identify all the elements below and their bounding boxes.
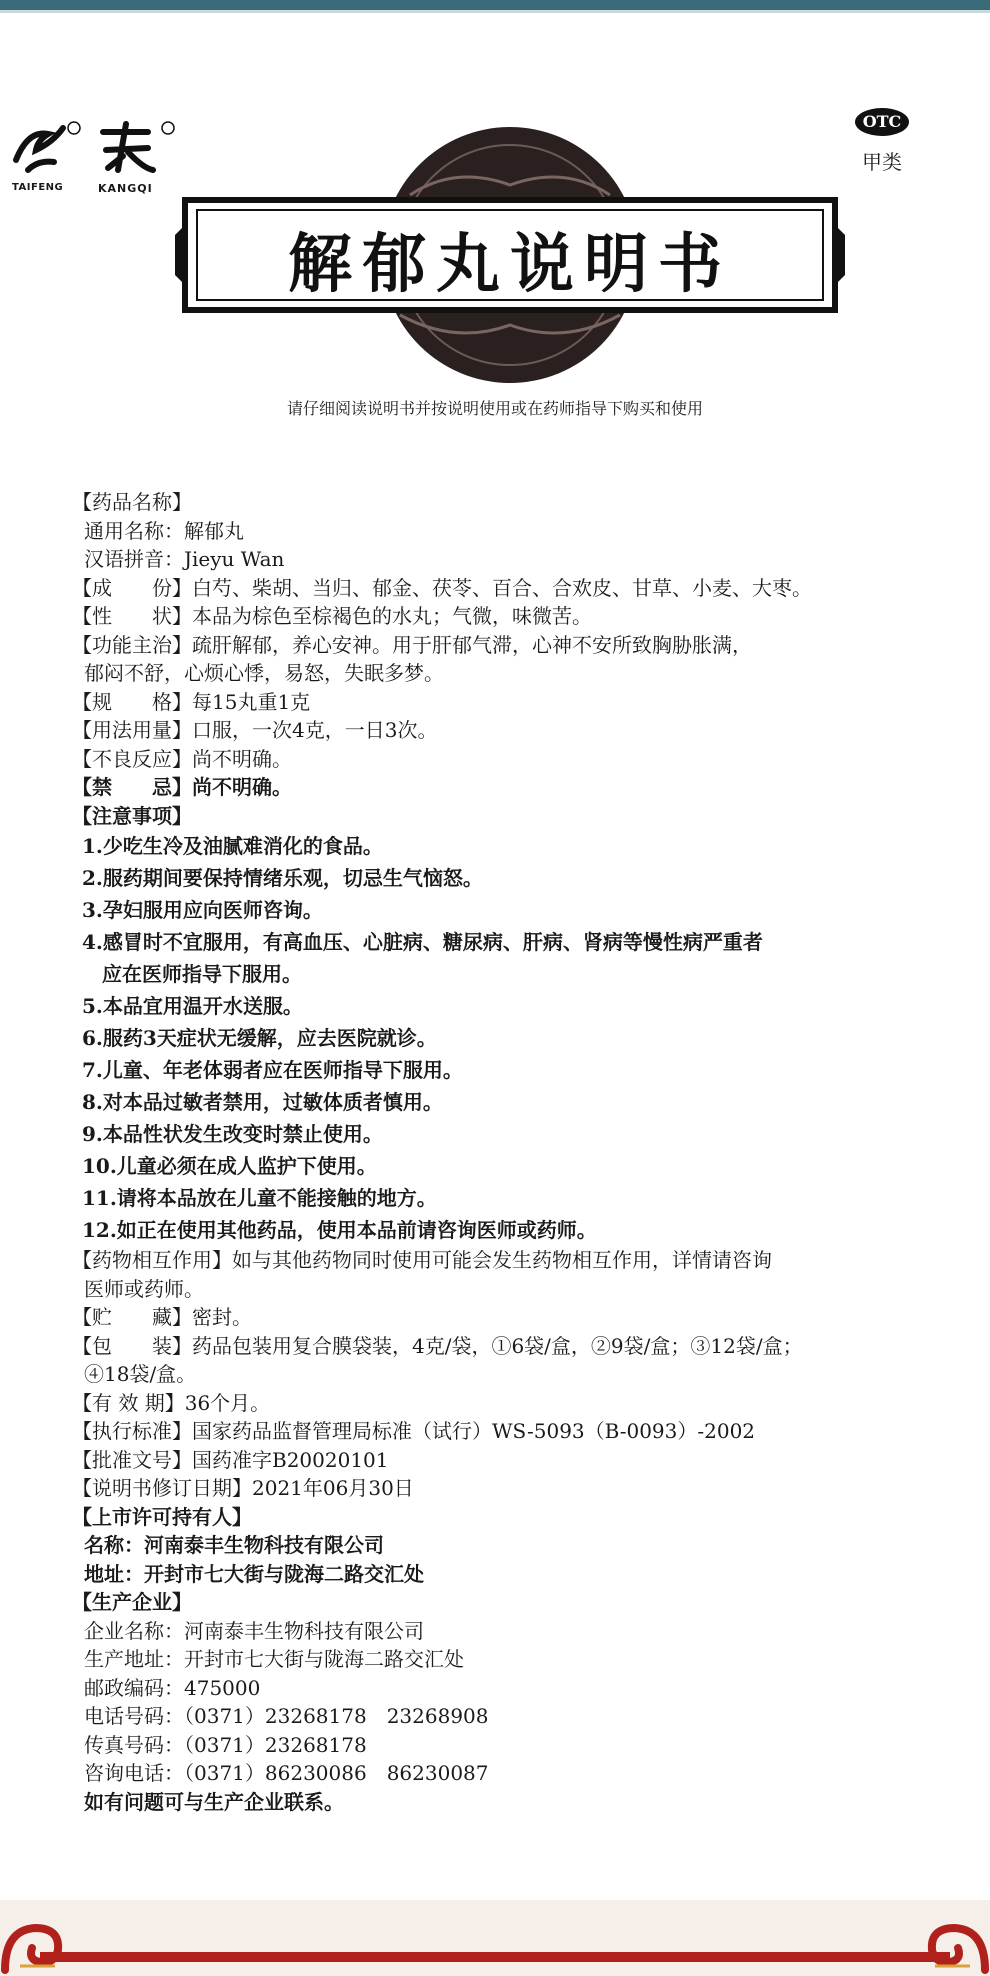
precaution-item: 3.孕妇服用应向医师咨询。: [82, 898, 323, 922]
top-color-bar: [0, 0, 990, 10]
fax: 传真号码：（0371）23268178: [84, 1732, 367, 1757]
precaution-item: 7.儿童、年老体弱者应在医师指导下服用。: [82, 1058, 463, 1082]
holder-name: 名称：河南泰丰生物科技有限公司: [84, 1533, 384, 1557]
page-title: 解郁丸说明书: [288, 228, 732, 302]
adverse-reactions: 【不良反应】尚不明确。: [72, 746, 292, 771]
holder-address: 地址：开封市七大街与陇海二路交汇处: [84, 1561, 424, 1586]
otc-class-label: 甲类: [862, 150, 902, 174]
generic-name: 通用名称：解郁丸: [84, 518, 244, 543]
precaution-item: 12.如正在使用其他药品，使用本品前请咨询医师或药师。: [82, 1218, 597, 1242]
top-color-bar-light: [0, 10, 990, 13]
precaution-item: 10.儿童必须在成人监护下使用。: [82, 1154, 377, 1178]
footer-ornament: [0, 1900, 990, 1976]
revision-date: 【说明书修订日期】2021年06月30日: [72, 1476, 414, 1500]
contraindications: 【禁 忌】尚不明确。: [72, 775, 292, 799]
otc-badge: OTC: [855, 108, 909, 136]
manufacturer-address: 生产地址：开封市七大街与陇海二路交汇处: [84, 1647, 464, 1671]
interactions-line-2: 医师或药师。: [84, 1276, 204, 1301]
approval-number: 【批准文号】国药准字B20020101: [72, 1447, 389, 1472]
hotline: 咨询电话：（0371）86230086 86230087: [84, 1761, 489, 1785]
ingredients: 【成 份】白芍、柴胡、当归、郁金、茯苓、百合、合欢皮、甘草、小麦、大枣。: [72, 575, 812, 600]
manufacturer-name: 企业名称：河南泰丰生物科技有限公司: [84, 1618, 424, 1643]
precaution-item: 1.少吃生冷及油腻难消化的食品。: [82, 834, 383, 858]
precaution-item-continued: 应在医师指导下服用。: [102, 962, 302, 986]
precaution-item: 8.对本品过敏者禁用，过敏体质者慎用。: [82, 1090, 443, 1114]
phone: 电话号码：（0371）23268178 23268908: [84, 1704, 489, 1728]
indications-line-2: 郁闷不舒，心烦心悸，易怒，失眠多梦。: [84, 661, 444, 685]
precaution-item: 5.本品宜用温开水送服。: [82, 994, 303, 1018]
title-banner: [175, 125, 845, 385]
section-holder: 【上市许可持有人】: [72, 1504, 252, 1529]
closing-note: 如有问题可与生产企业联系。: [84, 1789, 344, 1814]
interactions-line-1: 【药物相互作用】如与其他药物同时使用可能会发生药物相互作用，详情请咨询: [72, 1248, 772, 1272]
brand-logo: [8, 120, 178, 200]
precaution-item: 6.服药3天症状无缓解，应去医院就诊。: [82, 1026, 437, 1050]
brand-name-a: TAIFENG: [12, 182, 64, 193]
precaution-item: 11.请将本品放在儿童不能接触的地方。: [82, 1186, 437, 1210]
storage: 【贮 藏】密封。: [72, 1305, 252, 1329]
indications-line-1: 【功能主治】疏肝解郁，养心安神。用于肝郁气滞，心神不安所致胸胁胀满，: [72, 632, 752, 657]
validity: 【有 效 期】36个月。: [72, 1390, 271, 1415]
package-line-2: ④18袋/盒。: [84, 1362, 197, 1386]
section-drug-name: 【药品名称】: [72, 490, 192, 514]
precaution-item: 2.服药期间要保持情绪乐观，切忌生气恼怒。: [82, 866, 483, 890]
leaflet-body: [72, 488, 952, 1816]
dosage: 【用法用量】口服，一次4克，一日3次。: [72, 718, 438, 742]
brand-name-b: KANGQI: [98, 182, 153, 195]
usage-notice: 请仔细阅读说明书并按说明使用或在药师指导下购买和使用: [286, 399, 703, 418]
pinyin-name: 汉语拼音：Jieyu Wan: [84, 547, 285, 571]
section-manufacturer: 【生产企业】: [72, 1590, 192, 1614]
specification: 【规 格】每15丸重1克: [72, 689, 311, 714]
precaution-item: 4.感冒时不宜服用，有高血压、心脏病、糖尿病、肝病、肾病等慢性病严重者: [82, 930, 763, 954]
section-precautions: 【注意事项】: [72, 803, 192, 828]
postcode: 邮政编码：475000: [84, 1675, 261, 1700]
precaution-item: 9.本品性状发生改变时禁止使用。: [82, 1122, 383, 1146]
package-line-1: 【包 装】药品包装用复合膜袋装，4克/袋，①6袋/盒，②9袋/盒；③12袋/盒；: [72, 1333, 803, 1358]
standard: 【执行标准】国家药品监督管理局标准（试行）WS-5093（B-0093）-2002: [72, 1419, 756, 1443]
character: 【性 状】本品为棕色至棕褐色的水丸；气微，味微苦。: [72, 604, 592, 628]
